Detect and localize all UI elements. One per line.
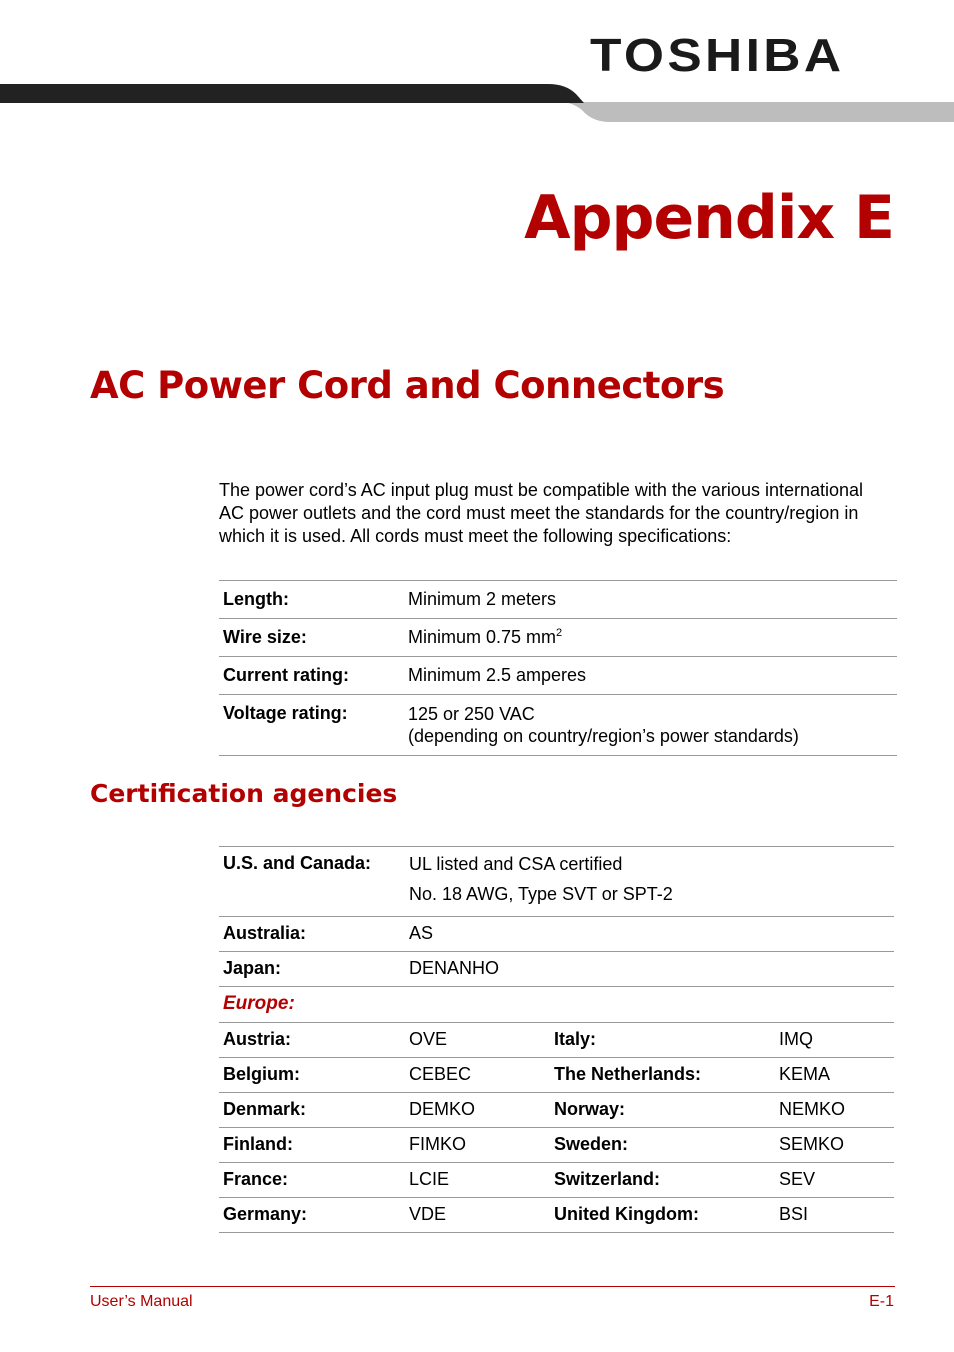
country-label: Germany: [223,1204,308,1224]
spec-table [219,580,897,756]
agency-value-note: No. 18 AWG, Type SVT or SPT-2 [409,884,673,904]
country-label: Italy: [554,1029,597,1049]
agency-value: FIMKO [409,1134,466,1154]
country-label: Austria: [223,1029,292,1049]
table-row [219,619,897,657]
country-label: United Kingdom: [554,1204,699,1224]
agency-value: VDE [409,1204,447,1224]
country-label: France: [223,1169,289,1189]
agency-value: LCIE [409,1169,450,1189]
spec-value-cell [404,695,897,756]
table-row [219,952,894,987]
table-row [219,1198,894,1233]
agency-value: IMQ [779,1029,813,1049]
country-label: U.S. and Canada: [223,853,372,873]
table-row [219,987,894,1023]
spec-value-note: (depending on country/region’s power standards) [408,726,799,746]
section-title: AC Power Cord and Connectors [90,364,725,407]
agency-value: SEV [779,1169,816,1189]
spec-value: Minimum 2 meters [408,589,557,609]
country-label: Switzerland: [554,1169,661,1189]
agency-value: DEMKO [409,1099,476,1119]
spec-label: Voltage rating: [223,703,348,723]
spec-value: Minimum 0.75 mm [408,627,557,647]
agency-value: UL listed and CSA certified [409,854,623,874]
agency-value: DENANHO [409,958,500,978]
header-band [0,84,954,124]
country-label: Japan: [223,958,282,978]
agency-value: OVE [409,1029,448,1049]
intro-paragraph: The power cord’s AC input plug must be compatible with the various international AC power outlets and the cord must meet the standards for the country/region in which it is used. All cords must meet the following specifications: [219,480,864,546]
table-row [219,581,897,619]
table-row [219,1093,894,1128]
agency-value: SEMKO [779,1134,845,1154]
footer-manual-title: User’s Manual [90,1293,193,1310]
country-label: Finland: [223,1134,293,1154]
country-label: The Netherlands: [554,1064,702,1084]
table-row [219,1163,894,1198]
chapter-title: Appendix E [524,183,894,253]
spec-value: 125 or 250 VAC [408,704,535,724]
toshiba-logo: TOSHIBA [590,29,845,81]
agency-value: KEMA [779,1064,831,1084]
spec-label: Current rating: [223,665,349,685]
superscript: 2 [556,627,563,639]
table-row [219,1058,894,1093]
table-row [219,847,894,917]
agency-value: BSI [779,1204,809,1224]
country-label: Denmark: [223,1099,307,1119]
table-row [219,695,897,756]
country-label: Belgium: [223,1064,301,1084]
agency-value: NEMKO [779,1099,846,1119]
agencies-table [219,846,894,1233]
spec-value-cell [404,619,897,657]
country-label: Sweden: [554,1134,629,1154]
page-number: E-1 [869,1293,894,1310]
agency-value: CEBEC [409,1064,472,1084]
footer-divider [90,1286,895,1287]
table-row [219,657,897,695]
table-row [219,917,894,952]
country-label: Australia: [223,923,307,943]
country-label: Norway: [554,1099,626,1119]
spec-value: Minimum 2.5 amperes [408,665,587,685]
agency-value: AS [409,923,434,943]
agency-value-cell [405,847,894,917]
subsection-title: Certification agencies [90,779,398,808]
table-row [219,1128,894,1163]
spec-label: Wire size: [223,627,307,647]
table-row [219,1023,894,1058]
europe-heading: Europe: [223,993,295,1014]
spec-label: Length: [223,589,289,609]
